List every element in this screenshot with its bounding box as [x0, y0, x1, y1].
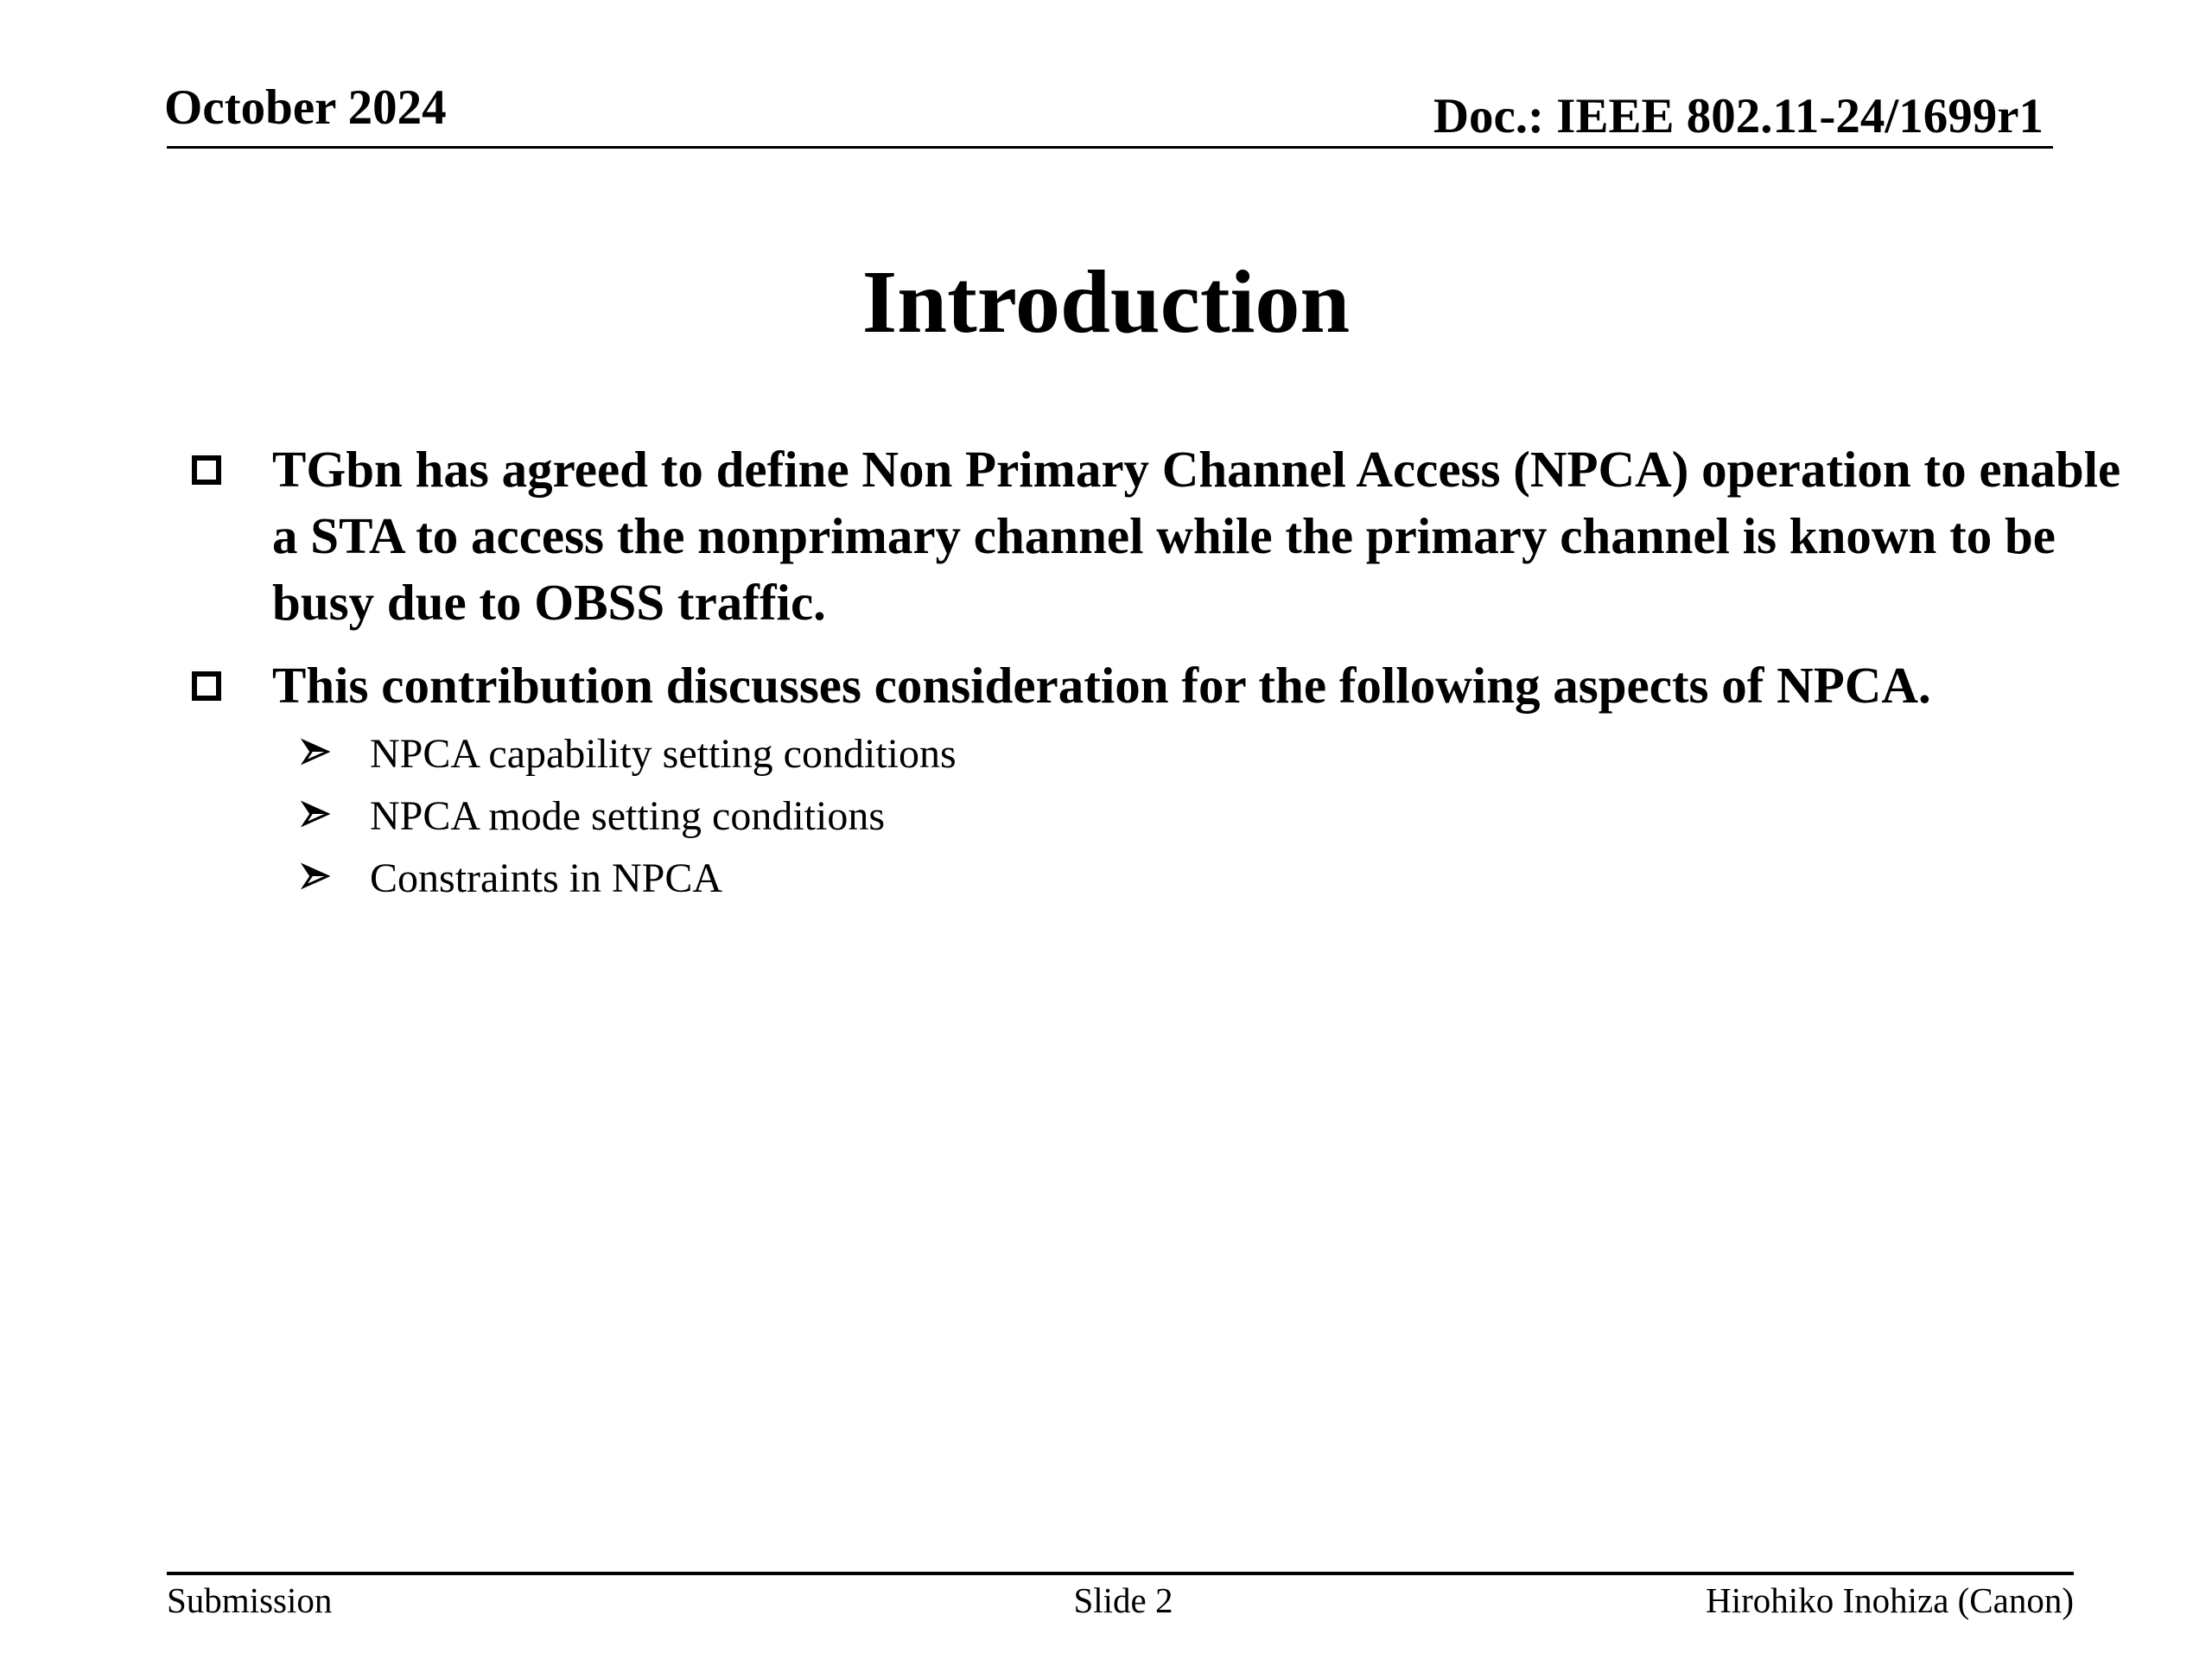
bullet-item — [192, 652, 2119, 721]
slide-title: Introduction — [861, 252, 1351, 352]
arrow-bullet-icon — [301, 737, 330, 766]
header-date: October 2024 — [164, 80, 447, 135]
sub-bullet-text: NPCA mode setting conditions — [370, 793, 886, 839]
square-bullet-icon — [192, 455, 221, 485]
footer-slide-number: Slide 2 — [1073, 1580, 1173, 1620]
header-doc-number: Doc.: IEEE 802.11-24/1699r1 — [1433, 89, 2044, 143]
square-bullet-icon — [192, 671, 221, 701]
sub-bullet-text: Constraints in NPCA — [370, 855, 723, 901]
arrow-bullet-icon — [301, 861, 330, 891]
sub-bullet-text: NPCA capability setting conditions — [370, 731, 957, 777]
bullet-text: This contribution discusses consideration for the following aspects of NPCA. — [272, 657, 1931, 714]
sub-bullet-item — [301, 728, 1338, 784]
header-divider — [167, 146, 2053, 149]
sub-bullet-item — [301, 791, 1338, 846]
sub-bullet-item — [301, 853, 1338, 908]
arrow-bullet-icon — [301, 799, 330, 829]
footer-submission: Submission — [167, 1580, 333, 1620]
footer-divider — [167, 1572, 2074, 1575]
bullet-text: TGbn has agreed to define Non Primary Channel Access (NPCA) operation to enable a STA to access the nonprimary channel while the primary channel is known to be busy due to OBSS traffic. — [272, 441, 2121, 631]
bullet-item — [192, 436, 2119, 644]
footer-author: Hirohiko Inohiza (Canon) — [1706, 1580, 2074, 1620]
